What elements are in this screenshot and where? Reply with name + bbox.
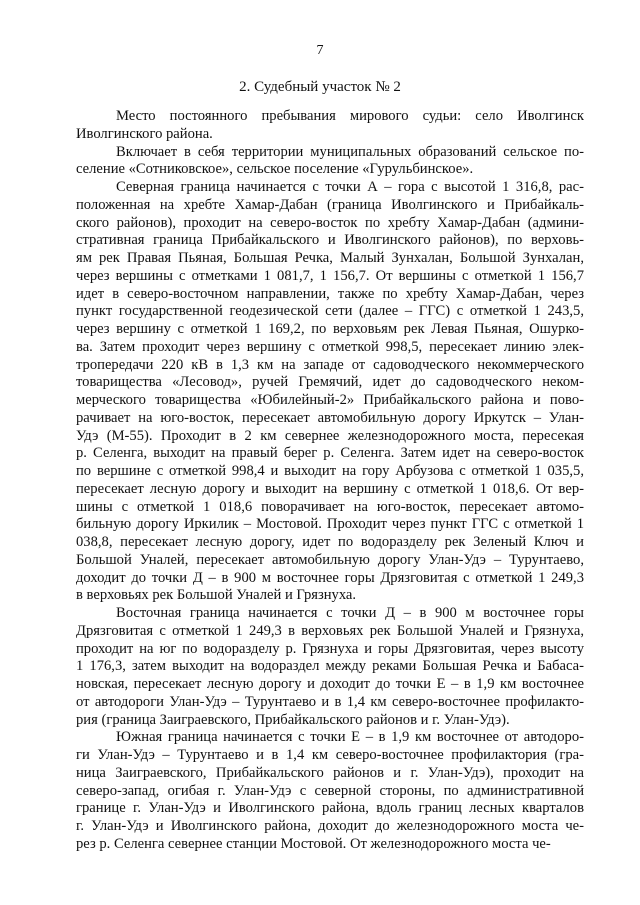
text-line: ги Улан-Удэ – Турунтаево и в 1,4 км северо-восточнее профилактория (гра-: [76, 747, 584, 763]
text-line: через вершины с отметками 1 081,7, 1 156,7. От вершины с отметкой 1 156,7: [76, 267, 584, 284]
text-line: г. Улан-Удэ и Иволгинского района, доходит до железнодорожного моста че-: [76, 818, 584, 834]
text-line: Северная граница начинается с точки А – гора с высотой 1 316,8, рас-: [116, 179, 584, 195]
text-line: по вершине с отметкой 998,4 и выходит на гору Арбузова с отметкой 1 035,5,: [76, 463, 584, 479]
text-line: Дрязговитая с отметкой 1 249,3 в верховьях рек Большой Уналей и Грязнуха,: [76, 622, 584, 639]
paragraph: [76, 144, 584, 180]
text-line: от автодороги Улан-Удэ – Турунтаево и в 1,4 км северо-восточнее профилакто-: [76, 693, 584, 710]
text-line: стративная граница Прибайкальского и Иволгинского районов), по верховь-: [76, 232, 584, 249]
text-line: доходит до точки Д – в 900 м восточнее горы Дрязговитая с отметкой 1 249,3: [76, 569, 584, 586]
page-number: 7: [316, 43, 324, 58]
text-line: рачивает на юго-восток, пересекает автомобильную дорогу Иркутск – Улан-: [76, 409, 584, 426]
text-line: Южная граница начинается с точки Е – в 1,9 км восточнее от автодоро-: [116, 729, 584, 746]
text-line: Место постоянного пребывания мирового судьи: село Иволгинск Иволгинского района.: [76, 108, 584, 142]
text-line: через вершину с отметкой 1 169,2, по верховьям рек Левая Пьяная, Ошурко-: [76, 321, 584, 337]
text-line: рия (граница Заиграевского, Прибайкальского районов и г. Улан-Удэ).: [76, 711, 510, 728]
paragraph: [76, 605, 584, 729]
section-heading: 2. Судебный участок № 2: [239, 79, 401, 95]
text-line: Восточная граница начинается с точки Д – в 900 м восточнее горы: [116, 605, 584, 621]
text-line: ям рек Правая Пьяная, Большая Речка, Малый Зунхалан, Большой Зунхалан,: [76, 250, 584, 266]
text-line: ница Заиграевского, Прибайкальского районов и г. Улан-Удэ), проходит на: [76, 764, 584, 781]
text-line: Большой Уналей, пересекает автомобильную дорогу Улан-Удэ – Турунтаево,: [76, 551, 584, 568]
text-line: мерческого товарищества «Юбилейный-2» Прибайкальского района и пово-: [76, 392, 584, 408]
text-line: 1 176,3, затем выходит на водораздел между реками Большая Речка и Бабаса-: [76, 658, 584, 675]
text-line: рез р. Селенга севернее станции Мостовой. От железнодорожного моста че-: [76, 835, 551, 852]
text-line: пересекает лесную дорогу и выходит на вершину с отметкой 1 018,6. От вер-: [76, 480, 584, 497]
text-line: Включает в себя территории муниципальных образований сельское по-: [116, 143, 584, 160]
paragraph: [76, 179, 584, 605]
text-line: Удэ (М-55). Проходит в 2 км севернее железнодорожного моста, пересекая: [76, 427, 584, 444]
paragraph: [76, 108, 584, 144]
text-line: положенная на хребте Хамар-Дабан (граница Иволгинского и Прибайкаль-: [76, 196, 584, 213]
text-line: границе г. Улан-Удэ и Иволгинского района, вдоль границ лесных кварталов: [76, 800, 584, 817]
text-line: р. Селенга, выходит на правый берег р. Селенга. Затем идет на северо-восток: [76, 445, 584, 462]
text-line: в верховьях рек Большой Уналей и Грязнуха.: [76, 587, 357, 604]
text-line: 038,8, пересекает лесную дорогу, идет по водоразделу рек Зеленый Ключ и: [76, 534, 584, 550]
text-line: ского районов), проходит на северо-восток по хребту Хамар-Дабан (админи-: [76, 214, 584, 231]
text-line: новская, пересекает лесную дорогу и доходит до точки Е – в 1,9 км восточнее: [76, 676, 584, 692]
document-body: [76, 108, 584, 854]
text-line: бильную дорогу Иркилик – Мостовой. Проходит через пункт ГГС с отметкой 1: [76, 516, 584, 533]
paragraph: [76, 729, 584, 853]
text-line: северо-запад, огибая г. Улан-Удэ с северной стороны, по административной: [76, 782, 584, 799]
text-line: ва. Затем проходит через вершину с отметкой 998,5, пересекает линию элек-: [76, 338, 584, 355]
text-line: проходит на юг по водоразделу р. Грязнуха и горы Дрязговитая, через высоту: [76, 640, 584, 657]
text-line: товарищества «Лесовод», ручей Гремячий, идет до садоводческого неком-: [76, 374, 584, 391]
text-line: шины с отметкой 1 018,6 поворачивает на юго-восток, пересекает автомо-: [76, 498, 584, 515]
text-line: селение «Сотниковское», сельское поселение «Гурульбинское».: [76, 161, 474, 178]
text-line: идет в северо-восточном направлении, также по хребту Хамар-Дабан, через: [76, 285, 584, 302]
text-line: пункт государственной геодезической сети (далее – ГГС) с отметкой 1 243,5,: [76, 303, 584, 320]
text-line: тропередачи 220 кВ в 1,3 км на западе от садоводческого некоммерческого: [76, 356, 584, 373]
